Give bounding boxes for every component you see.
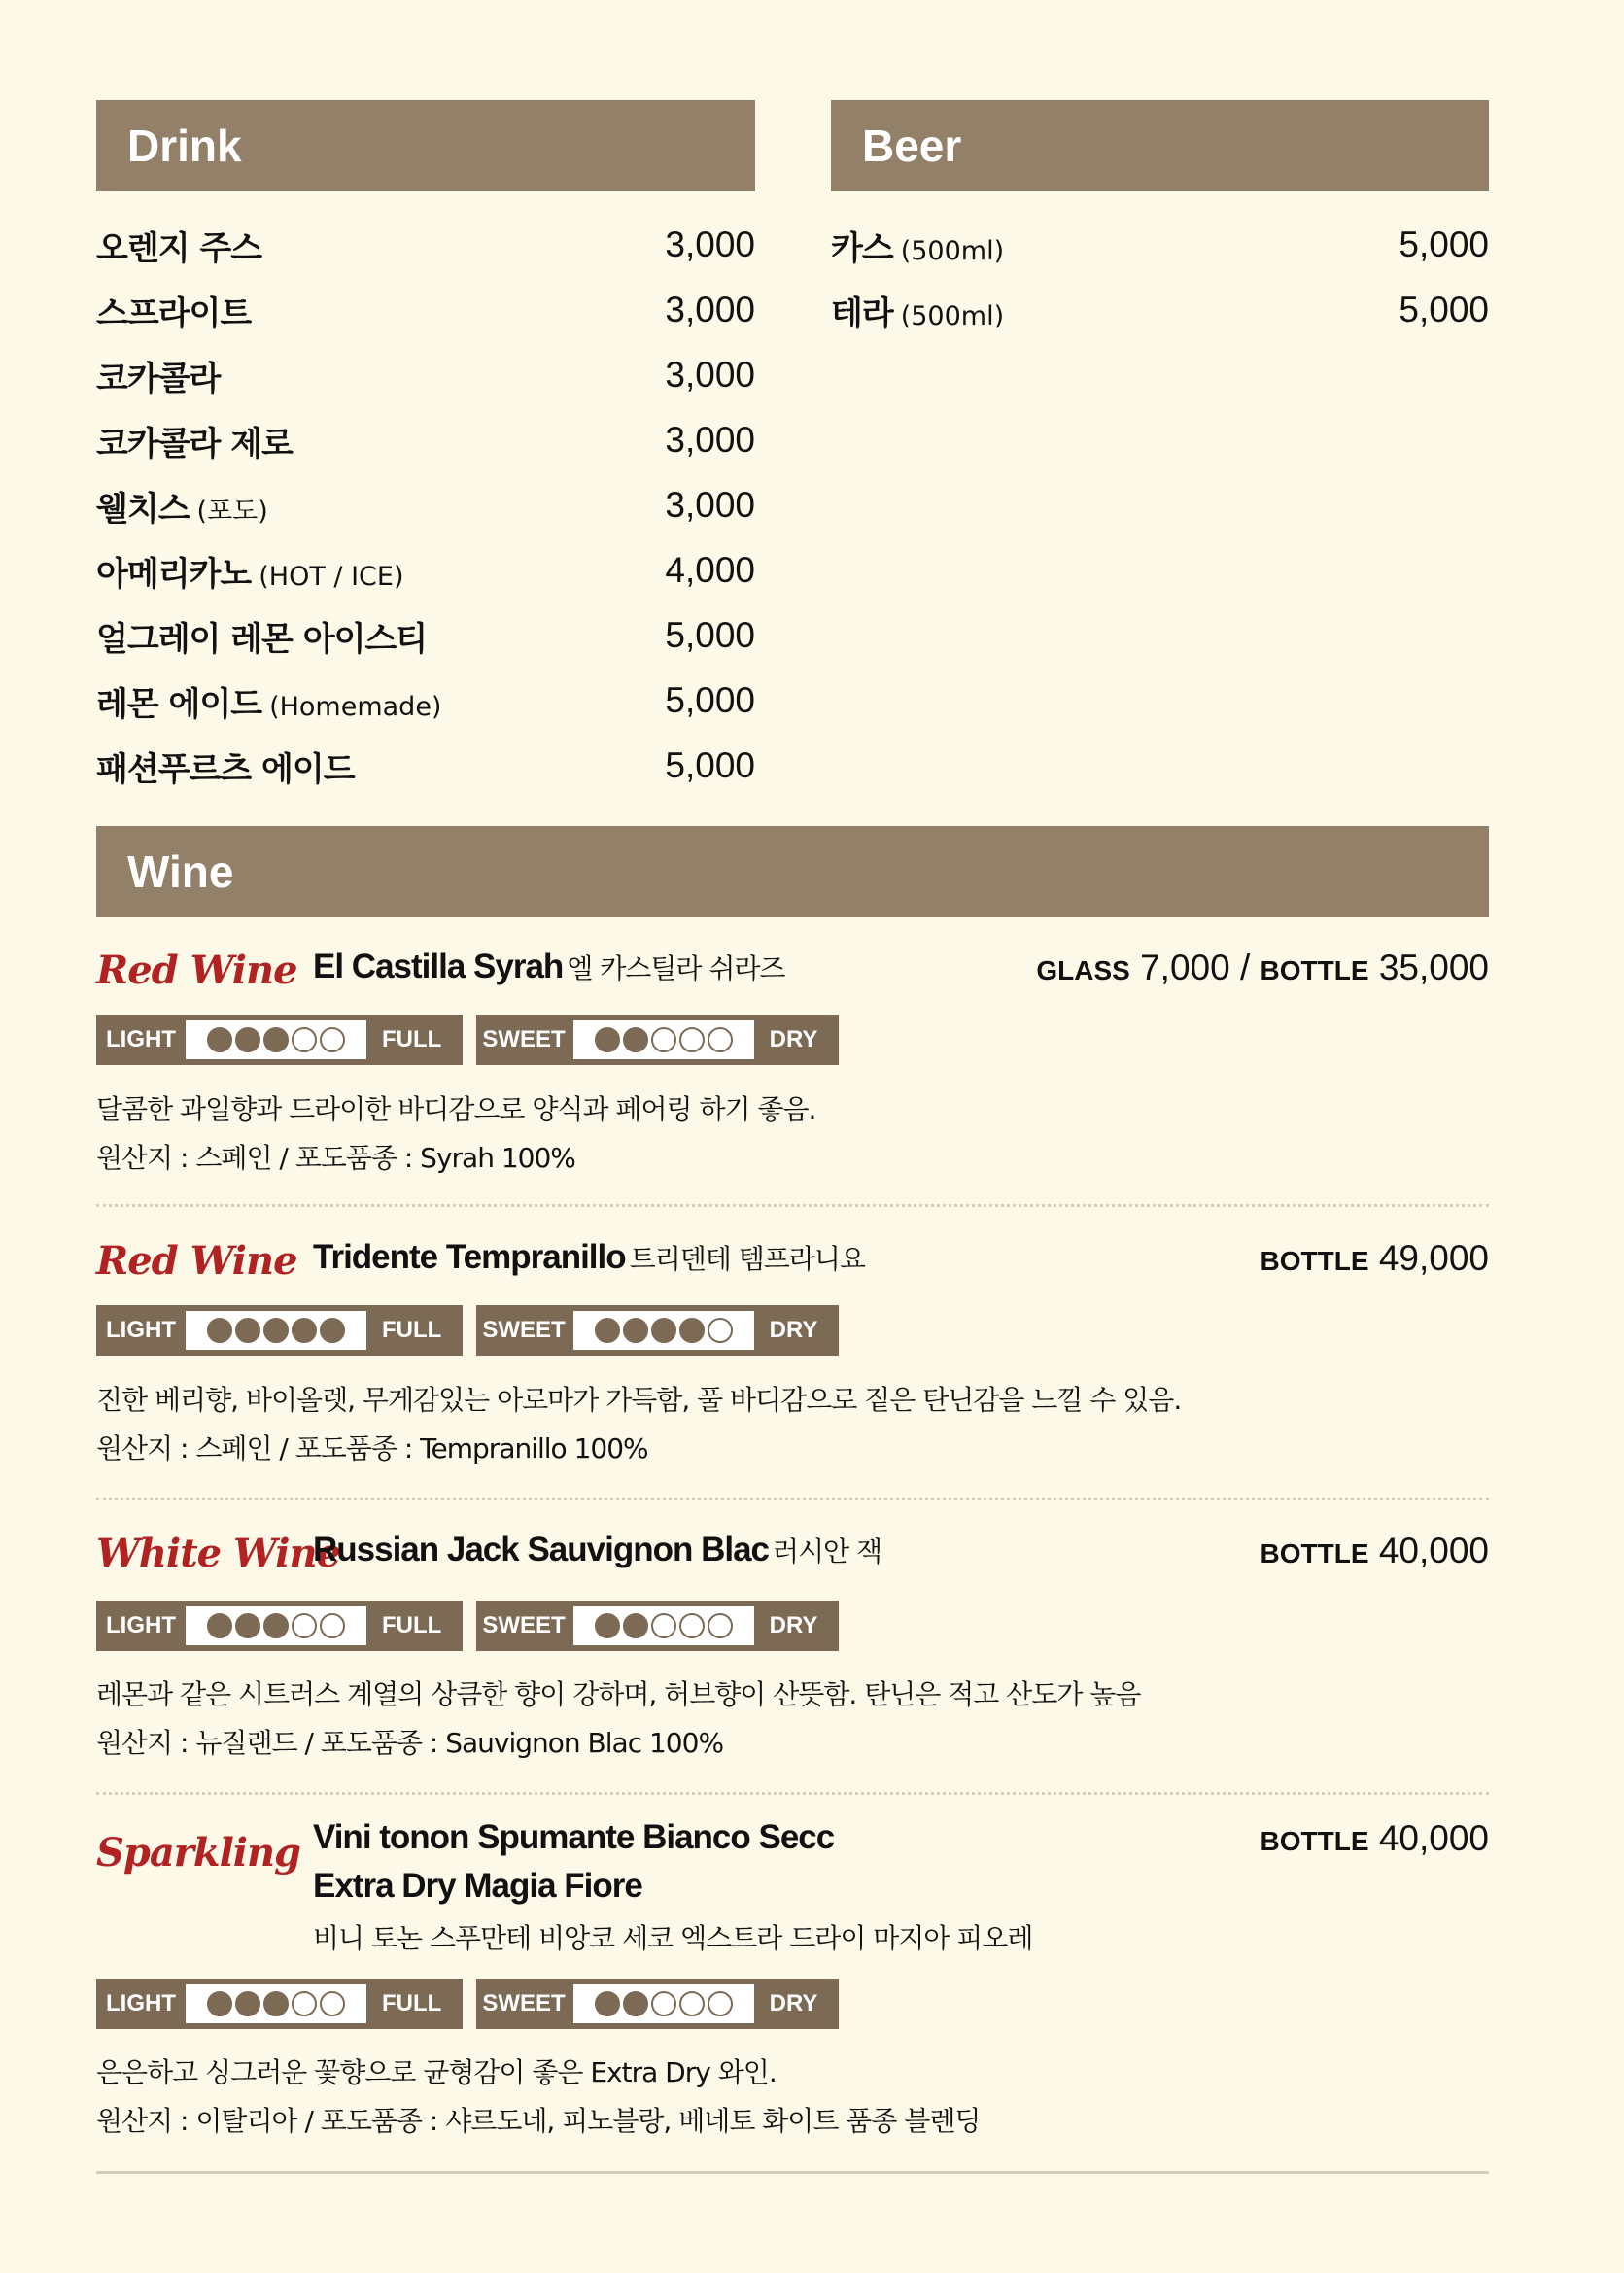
item-name: 아메리카노 xyxy=(96,554,252,594)
wine-name: El Castilla Syrah 엘 카스틸라 쉬라즈 xyxy=(313,947,785,985)
dry-label: DRY xyxy=(769,1612,818,1638)
wine-origin: 원산지 : 이탈리아 / 포도품종 : 샤르도네, 피노블랑, 베네토 화이트 품종 블렌딩 xyxy=(96,2105,981,2137)
filled-dot xyxy=(207,1318,232,1343)
filled-dot xyxy=(263,1613,289,1638)
filled-dot xyxy=(235,1318,260,1343)
wine-price xyxy=(1261,1531,1489,1571)
filled-dot xyxy=(651,1318,676,1343)
full-label: FULL xyxy=(382,1317,442,1343)
sweet-label: SWEET xyxy=(482,1026,566,1052)
empty-dot xyxy=(320,1613,345,1638)
wine-origin: 원산지 : 뉴질랜드 / 포도품종 : Sauvignon Blac 100% xyxy=(96,1727,724,1759)
bottle-price: 40,000 xyxy=(1378,1818,1489,1858)
wine-korean-name: 엘 카스틸라 쉬라즈 xyxy=(567,952,785,984)
bottom-divider xyxy=(96,2171,1489,2174)
body-dots xyxy=(186,1984,366,2023)
item-price: 3,000 xyxy=(665,290,755,329)
wine-korean-name: 트리덴테 템프라니요 xyxy=(629,1243,865,1275)
sweet-label: SWEET xyxy=(482,1612,566,1638)
drink-item xyxy=(96,739,755,793)
item-price: 5,000 xyxy=(665,615,755,655)
divider xyxy=(96,1498,1489,1500)
empty-dot xyxy=(292,1613,317,1638)
wine-type-label: Sparkling xyxy=(96,1830,301,1876)
wine-price xyxy=(1261,1818,1489,1859)
dry-label: DRY xyxy=(769,1317,818,1343)
wine-origin: 원산지 : 스페인 / 포도품종 : Tempranillo 100% xyxy=(96,1432,648,1464)
full-label: FULL xyxy=(382,1612,442,1638)
body-dots xyxy=(186,1606,366,1645)
wine-price xyxy=(1261,1238,1489,1279)
sweetness-dots xyxy=(573,1606,754,1645)
item-subtitle: (500ml) xyxy=(900,235,1005,266)
divider xyxy=(96,1792,1489,1795)
drink-item xyxy=(96,283,755,337)
wine-item xyxy=(96,947,1489,1181)
filled-dot xyxy=(623,1991,648,2016)
item-price: 5,000 xyxy=(1399,290,1489,329)
empty-dot xyxy=(708,1991,733,2016)
filled-dot xyxy=(595,1318,620,1343)
filled-dot xyxy=(595,1613,620,1638)
filled-dot xyxy=(595,1027,620,1052)
sweetness-dots xyxy=(573,1984,754,2023)
glass-price: 7,000 xyxy=(1140,947,1230,987)
wine-type-label: Red Wine xyxy=(96,947,297,993)
item-price: 5,000 xyxy=(1399,224,1489,264)
empty-dot xyxy=(320,1991,345,2016)
wine-section-header: Wine xyxy=(96,826,1489,917)
full-label: FULL xyxy=(382,1026,442,1052)
wine-description: 레몬과 같은 시트러스 계열의 상큼한 향이 강하며, 허브향이 산뜻함. 탄닌은 적고 산도가 높음 xyxy=(96,1678,1141,1710)
body-dots xyxy=(186,1311,366,1350)
empty-dot xyxy=(292,1991,317,2016)
wine-type-label: White Wine xyxy=(96,1531,340,1576)
item-name: 코카콜라 xyxy=(96,359,221,398)
item-name: 카스 xyxy=(831,228,893,268)
bottle-label: BOTTLE xyxy=(1260,1826,1369,1856)
item-name: 스프라이트 xyxy=(96,293,252,333)
drink-item xyxy=(96,218,755,272)
empty-dot xyxy=(651,1991,676,2016)
light-label: LIGHT xyxy=(106,1317,176,1343)
filled-dot xyxy=(263,1027,289,1052)
bottle-price: 40,000 xyxy=(1378,1531,1489,1570)
beer-item xyxy=(831,218,1489,272)
filled-dot xyxy=(623,1318,648,1343)
beer-item xyxy=(831,283,1489,337)
filled-dot xyxy=(320,1318,345,1343)
item-name: 웰치스 xyxy=(96,489,190,529)
bottle-label: BOTTLE xyxy=(1260,1538,1369,1568)
body-scale xyxy=(96,1305,463,1356)
empty-dot xyxy=(292,1027,317,1052)
glass-label: GLASS xyxy=(1036,955,1130,985)
full-label: FULL xyxy=(382,1990,442,2016)
wine-name: Tridente Tempranillo 트리덴테 템프라니요 xyxy=(313,1238,865,1276)
item-subtitle: (포도) xyxy=(196,496,268,527)
body-dots xyxy=(186,1020,366,1059)
drink-item xyxy=(96,478,755,533)
wine-item xyxy=(96,1238,1489,1471)
sweetness-dots xyxy=(573,1020,754,1059)
item-price: 3,000 xyxy=(665,420,755,460)
bottle-label: BOTTLE xyxy=(1260,955,1369,985)
empty-dot xyxy=(679,1027,705,1052)
beer-section-header: Beer xyxy=(831,100,1489,191)
item-name: 레몬 에이드 xyxy=(96,684,262,724)
bottle-price: 49,000 xyxy=(1378,1238,1489,1278)
empty-dot xyxy=(708,1318,733,1343)
item-price: 4,000 xyxy=(665,550,755,590)
drink-item xyxy=(96,543,755,598)
sweetness-scale xyxy=(476,1979,839,2029)
sweet-label: SWEET xyxy=(482,1317,566,1343)
item-price: 3,000 xyxy=(665,485,755,525)
drink-item xyxy=(96,673,755,728)
filled-dot xyxy=(207,1991,232,2016)
bottle-price: 35,000 xyxy=(1378,947,1489,987)
light-label: LIGHT xyxy=(106,1026,176,1052)
wine-type-label: Red Wine xyxy=(96,1238,297,1284)
filled-dot xyxy=(235,1027,260,1052)
empty-dot xyxy=(679,1613,705,1638)
empty-dot xyxy=(708,1613,733,1638)
item-name: 얼그레이 레몬 아이스티 xyxy=(96,619,428,659)
wine-name-line2: Extra Dry Magia Fiore xyxy=(313,1867,642,1905)
light-label: LIGHT xyxy=(106,1612,176,1638)
item-name: 패션푸르츠 에이드 xyxy=(96,749,355,789)
wine-item xyxy=(96,1531,1489,1764)
sweetness-scale xyxy=(476,1601,839,1651)
item-name: 테라 xyxy=(831,293,893,333)
body-scale xyxy=(96,1015,463,1065)
filled-dot xyxy=(623,1027,648,1052)
dry-label: DRY xyxy=(769,1990,818,2016)
wine-description: 달콤한 과일향과 드라이한 바디감으로 양식과 페어링 하기 좋음. xyxy=(96,1093,816,1125)
wine-origin: 원산지 : 스페인 / 포도품종 : Syrah 100% xyxy=(96,1142,575,1174)
sweet-label: SWEET xyxy=(482,1990,566,2016)
light-label: LIGHT xyxy=(106,1990,176,2016)
empty-dot xyxy=(651,1613,676,1638)
item-subtitle: (500ml) xyxy=(900,300,1005,331)
empty-dot xyxy=(708,1027,733,1052)
sweetness-dots xyxy=(573,1311,754,1350)
dry-label: DRY xyxy=(769,1026,818,1052)
empty-dot xyxy=(651,1027,676,1052)
filled-dot xyxy=(235,1991,260,2016)
item-name: 코카콜라 제로 xyxy=(96,424,293,464)
item-subtitle: (Homemade) xyxy=(269,691,442,722)
sweetness-scale xyxy=(476,1305,839,1356)
filled-dot xyxy=(235,1613,260,1638)
drink-section-header: Drink xyxy=(96,100,755,191)
wine-description: 은은하고 싱그러운 꽃향으로 균형감이 좋은 Extra Dry 와인. xyxy=(96,2056,777,2088)
filled-dot xyxy=(292,1318,317,1343)
item-price: 5,000 xyxy=(665,745,755,785)
wine-korean-name: 러시안 잭 xyxy=(773,1535,882,1567)
wine-description: 진한 베리향, 바이올렛, 무게감있는 아로마가 가득함, 풀 바디감으로 짙은 탄닌감을 느낄 수 있음. xyxy=(96,1384,1182,1416)
item-name: 오렌지 주스 xyxy=(96,228,262,268)
drink-item xyxy=(96,608,755,663)
wine-korean-name: 비니 토논 스푸만테 비앙코 세코 엑스트라 드라이 마지아 피오레 xyxy=(313,1922,1033,1954)
sweetness-scale xyxy=(476,1015,839,1065)
filled-dot xyxy=(207,1027,232,1052)
item-price: 3,000 xyxy=(665,355,755,395)
empty-dot xyxy=(320,1027,345,1052)
bottle-label: BOTTLE xyxy=(1260,1246,1369,1276)
divider xyxy=(96,1204,1489,1207)
wine-item xyxy=(96,1818,1489,2149)
item-subtitle: (HOT / ICE) xyxy=(259,561,404,592)
wine-name: Vini tonon Spumante Bianco Secc xyxy=(313,1818,835,1856)
empty-dot xyxy=(679,1991,705,2016)
wine-price: GLASS 7,000 / BOTTLE 35,000 xyxy=(1036,947,1489,987)
drink-item xyxy=(96,348,755,402)
filled-dot xyxy=(263,1991,289,2016)
filled-dot xyxy=(623,1613,648,1638)
drink-item xyxy=(96,413,755,467)
body-scale xyxy=(96,1601,463,1651)
body-scale xyxy=(96,1979,463,2029)
filled-dot xyxy=(263,1318,289,1343)
wine-name: Russian Jack Sauvignon Blac 러시안 잭 xyxy=(313,1531,882,1568)
filled-dot xyxy=(595,1991,620,2016)
item-price: 5,000 xyxy=(665,680,755,720)
filled-dot xyxy=(207,1613,232,1638)
item-price: 3,000 xyxy=(665,224,755,264)
filled-dot xyxy=(679,1318,705,1343)
